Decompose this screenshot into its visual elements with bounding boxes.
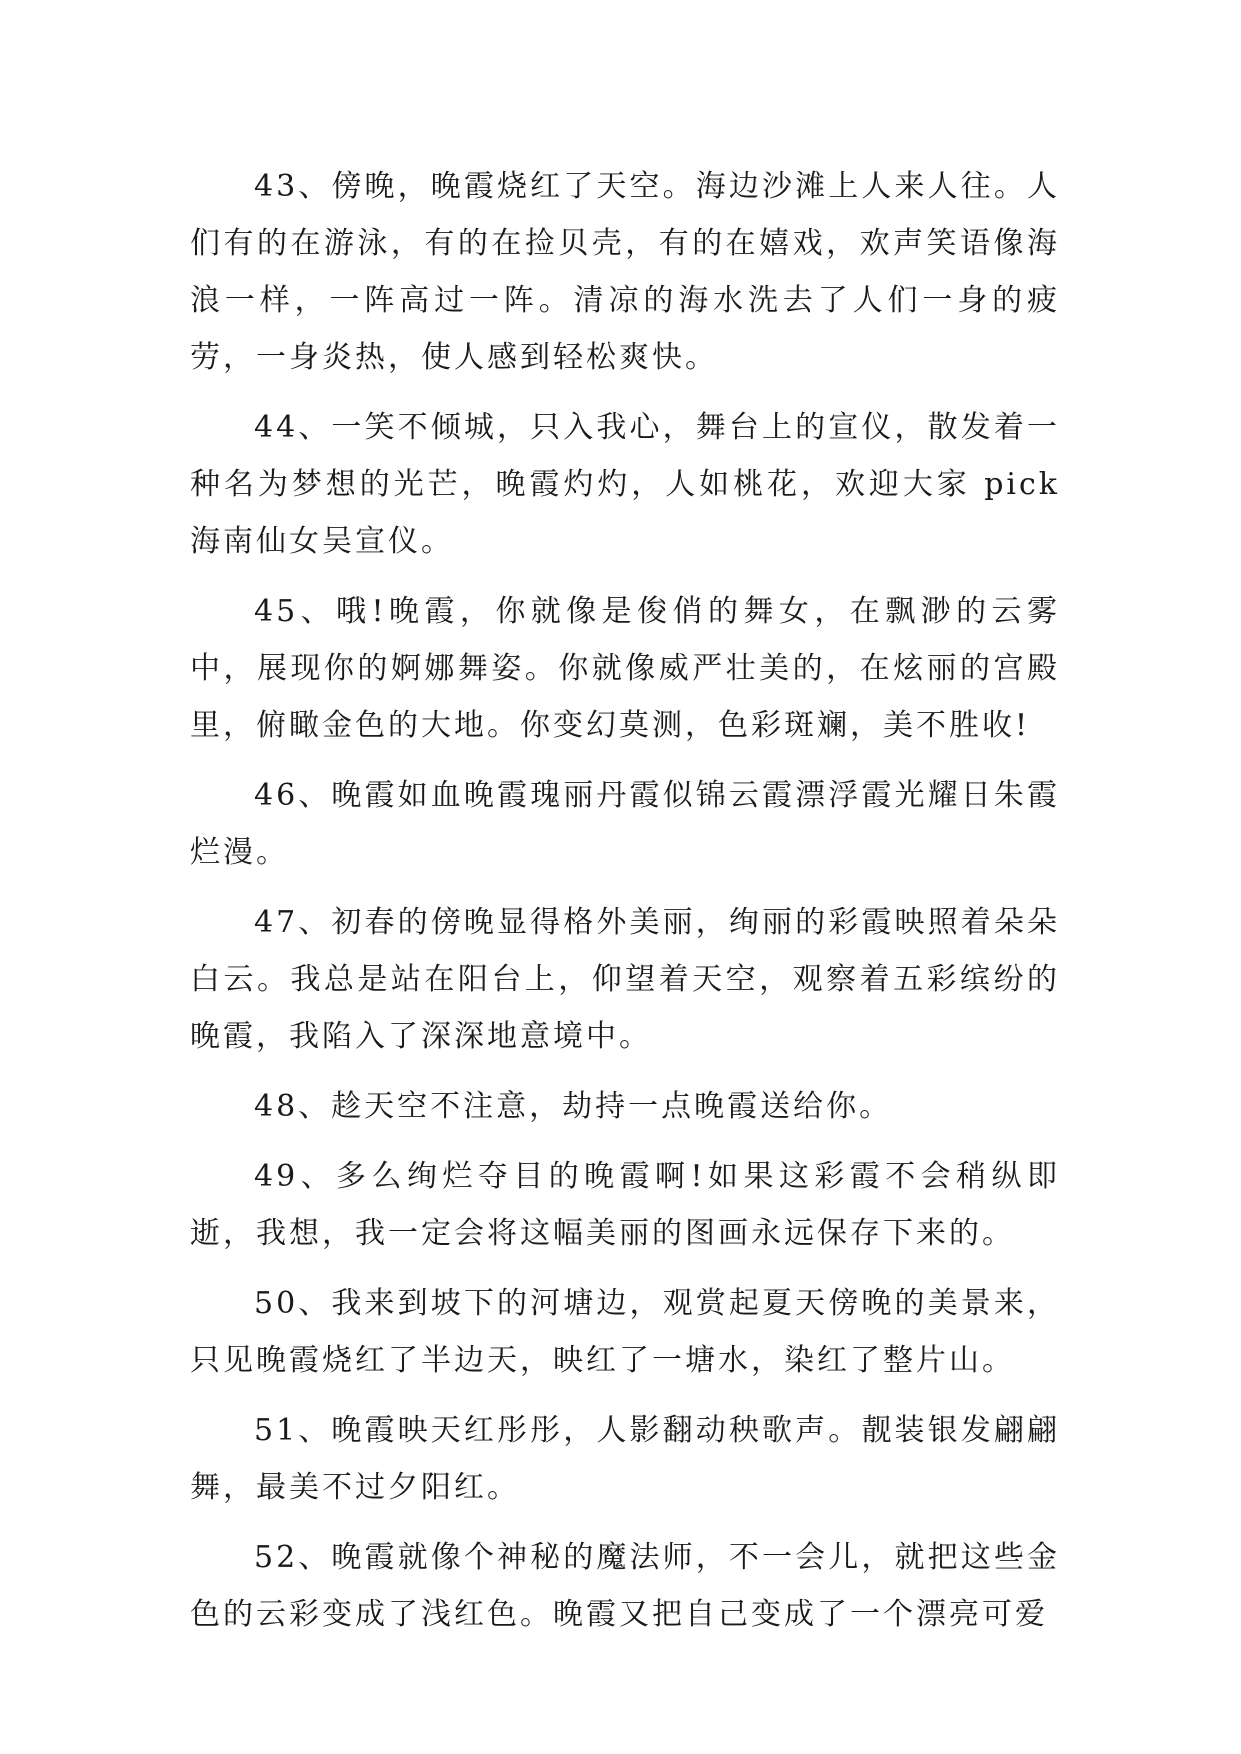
paragraph-45: 45、哦!晚霞，你就像是俊俏的舞女，在飘渺的云雾中，展现你的婀娜舞姿。你就像威严壮美的，在炫丽的宫殿里，俯瞰金色的大地。你变幻莫测，色彩斑斓，美不胜收! [190, 594, 1060, 743]
document-body [190, 158, 1060, 1656]
paragraph-51: 51、晚霞映天红彤彤，人影翻动秧歌声。靓装银发翩翩舞，最美不过夕阳红。 [190, 1413, 1060, 1505]
paragraph-50: 50、我来到坡下的河塘边，观赏起夏天傍晚的美景来，只见晚霞烧红了半边天，映红了一塘水，染红了整片山。 [190, 1286, 1060, 1378]
paragraph-47: 47、初春的傍晚显得格外美丽，绚丽的彩霞映照着朵朵白云。我总是站在阳台上，仰望着天空，观察着五彩缤纷的晚霞，我陷入了深深地意境中。 [190, 905, 1060, 1054]
paragraph-48: 48、趁天空不注意，劫持一点晚霞送给你。 [254, 1089, 893, 1124]
paragraph-44: 44、一笑不倾城，只入我心，舞台上的宣仪，散发着一种名为梦想的光芒，晚霞灼灼，人如桃花，欢迎大家 pick 海南仙女吴宣仪。 [190, 410, 1060, 559]
paragraph-43: 43、傍晚，晚霞烧红了天空。海边沙滩上人来人往。人们有的在游泳，有的在捡贝壳，有的在嬉戏，欢声笑语像海浪一样，一阵高过一阵。清凉的海水洗去了人们一身的疲劳，一身炎热，使人感到轻松爽快。 [190, 169, 1060, 375]
paragraph-52: 52、晚霞就像个神秘的魔法师，不一会儿，就把这些金色的云彩变成了浅红色。晚霞又把自己变成了一个漂亮可爱 [190, 1540, 1060, 1632]
paragraph-46: 46、晚霞如血晚霞瑰丽丹霞似锦云霞漂浮霞光耀日朱霞烂漫。 [190, 778, 1060, 870]
paragraph-49: 49、多么绚烂夺目的晚霞啊!如果这彩霞不会稍纵即逝，我想，我一定会将这幅美丽的图画永远保存下来的。 [190, 1159, 1060, 1251]
